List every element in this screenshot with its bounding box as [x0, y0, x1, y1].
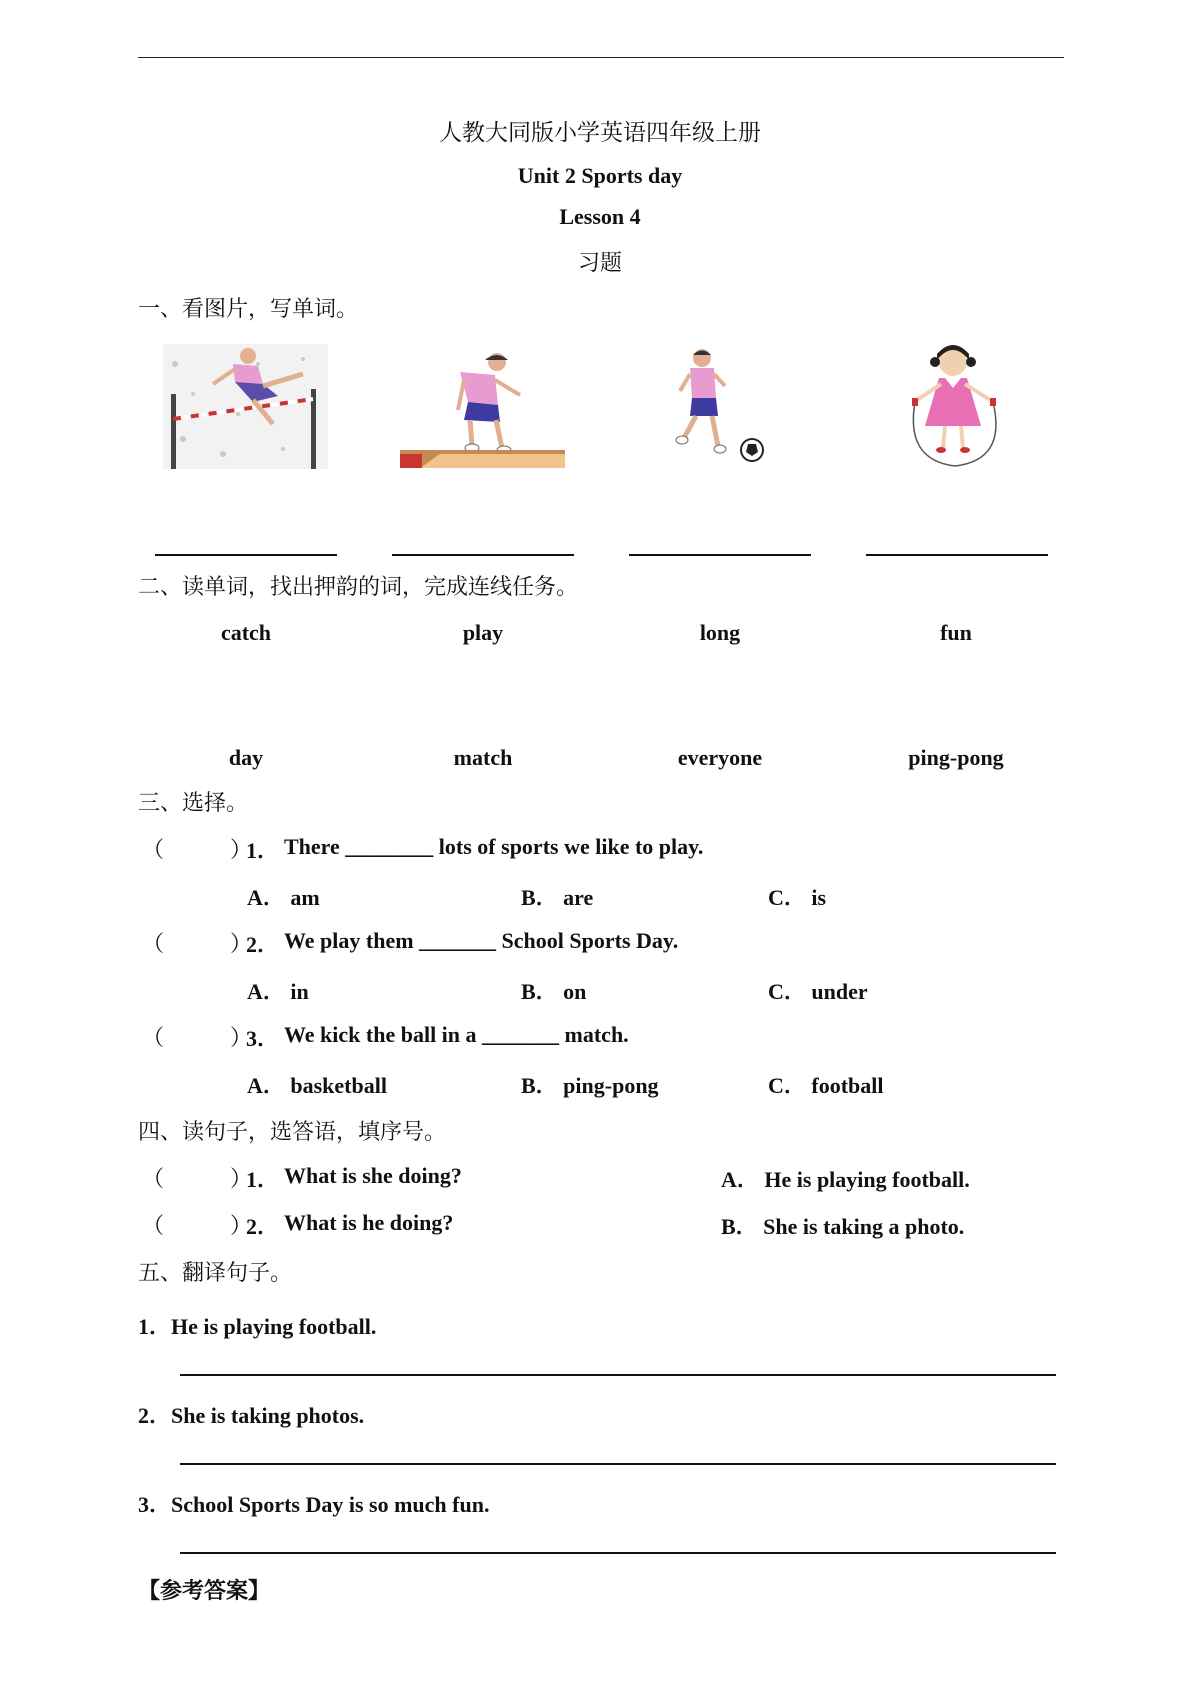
rhyme-word-top: long — [699, 620, 741, 645]
answer-blank-2[interactable] — [392, 554, 574, 556]
part1-heading: 一、看图片，写单词。 — [138, 297, 359, 322]
lesson-title: Lesson 4 — [559, 204, 641, 229]
answer-paren[interactable]: （ ） — [142, 932, 253, 957]
header-rule — [138, 57, 1064, 58]
unit-title: Unit 2 Sports day — [517, 163, 683, 188]
part3-heading: 三、选择。 — [138, 791, 249, 816]
answer-paren[interactable]: （ ） — [142, 838, 253, 863]
answer-blank-3[interactable] — [629, 554, 811, 556]
answer-paren[interactable]: （ ） — [142, 1214, 253, 1239]
part5-heading: 五、翻译句子。 — [138, 1261, 293, 1286]
part2-heading: 二、读单词，找出押韵的词，完成连线任务。 — [138, 575, 579, 600]
part4-heading: 四、读句子，选答语，填序号。 — [138, 1120, 447, 1145]
question-number: 2． — [246, 1214, 280, 1239]
translate-sentence: 3．School Sports Day is so much fun. — [138, 1492, 490, 1517]
answer-blank-4[interactable] — [866, 554, 1048, 556]
response-option: B． She is taking a photo. — [721, 1214, 965, 1239]
rhyme-word-top: fun — [940, 620, 972, 645]
option-b[interactable]: B． ping-pong — [521, 1073, 659, 1098]
answer-key-heading: 【参考答案】 — [138, 1578, 271, 1604]
option-b[interactable]: B． on — [521, 979, 587, 1004]
translate-sentence: 2．She is taking photos. — [138, 1403, 365, 1428]
option-a[interactable]: A． in — [247, 979, 309, 1004]
answer-paren[interactable]: （ ） — [142, 1026, 253, 1051]
rhyme-word-top: catch — [220, 620, 272, 645]
high-jump-picture — [163, 344, 328, 469]
question-text: We play them _______ School Sports Day. — [284, 928, 679, 953]
question-text: What is she doing? — [284, 1163, 462, 1188]
book-title: 人教大同版小学英语四年级上册 — [439, 120, 761, 146]
skipping-picture — [895, 340, 1015, 470]
question-text: We kick the ball in a _______ match. — [284, 1022, 629, 1047]
question-number: 3． — [246, 1026, 280, 1051]
question-text: There ________ lots of sports we like to play. — [284, 834, 704, 859]
rhyme-word-bottom: ping-pong — [908, 745, 1004, 770]
rhyme-word-bottom: match — [453, 745, 513, 770]
answer-blank-1[interactable] — [155, 554, 337, 556]
option-a[interactable]: A． basketball — [247, 1073, 387, 1098]
translation-line-1[interactable] — [180, 1374, 1056, 1376]
question-number: 1． — [246, 1167, 280, 1192]
translation-line-3[interactable] — [180, 1552, 1056, 1554]
option-c[interactable]: C． is — [768, 885, 827, 910]
response-option: A． He is playing football. — [721, 1167, 970, 1192]
rhyme-word-bottom: everyone — [677, 745, 763, 770]
option-c[interactable]: C． under — [768, 979, 868, 1004]
option-a[interactable]: A． am — [247, 885, 320, 910]
exercise-label: 习题 — [577, 251, 622, 276]
translation-line-2[interactable] — [180, 1463, 1056, 1465]
rhyme-word-bottom: day — [228, 745, 264, 770]
translate-sentence: 1．He is playing football. — [138, 1314, 377, 1339]
question-text: What is he doing? — [284, 1210, 454, 1235]
option-b[interactable]: B． are — [521, 885, 594, 910]
rhyme-word-top: play — [462, 620, 504, 645]
football-picture — [670, 346, 770, 468]
question-number: 2． — [246, 932, 280, 957]
long-jump-picture — [400, 350, 565, 468]
answer-paren[interactable]: （ ） — [142, 1167, 253, 1192]
question-number: 1． — [246, 838, 280, 863]
option-c[interactable]: C． football — [768, 1073, 884, 1098]
